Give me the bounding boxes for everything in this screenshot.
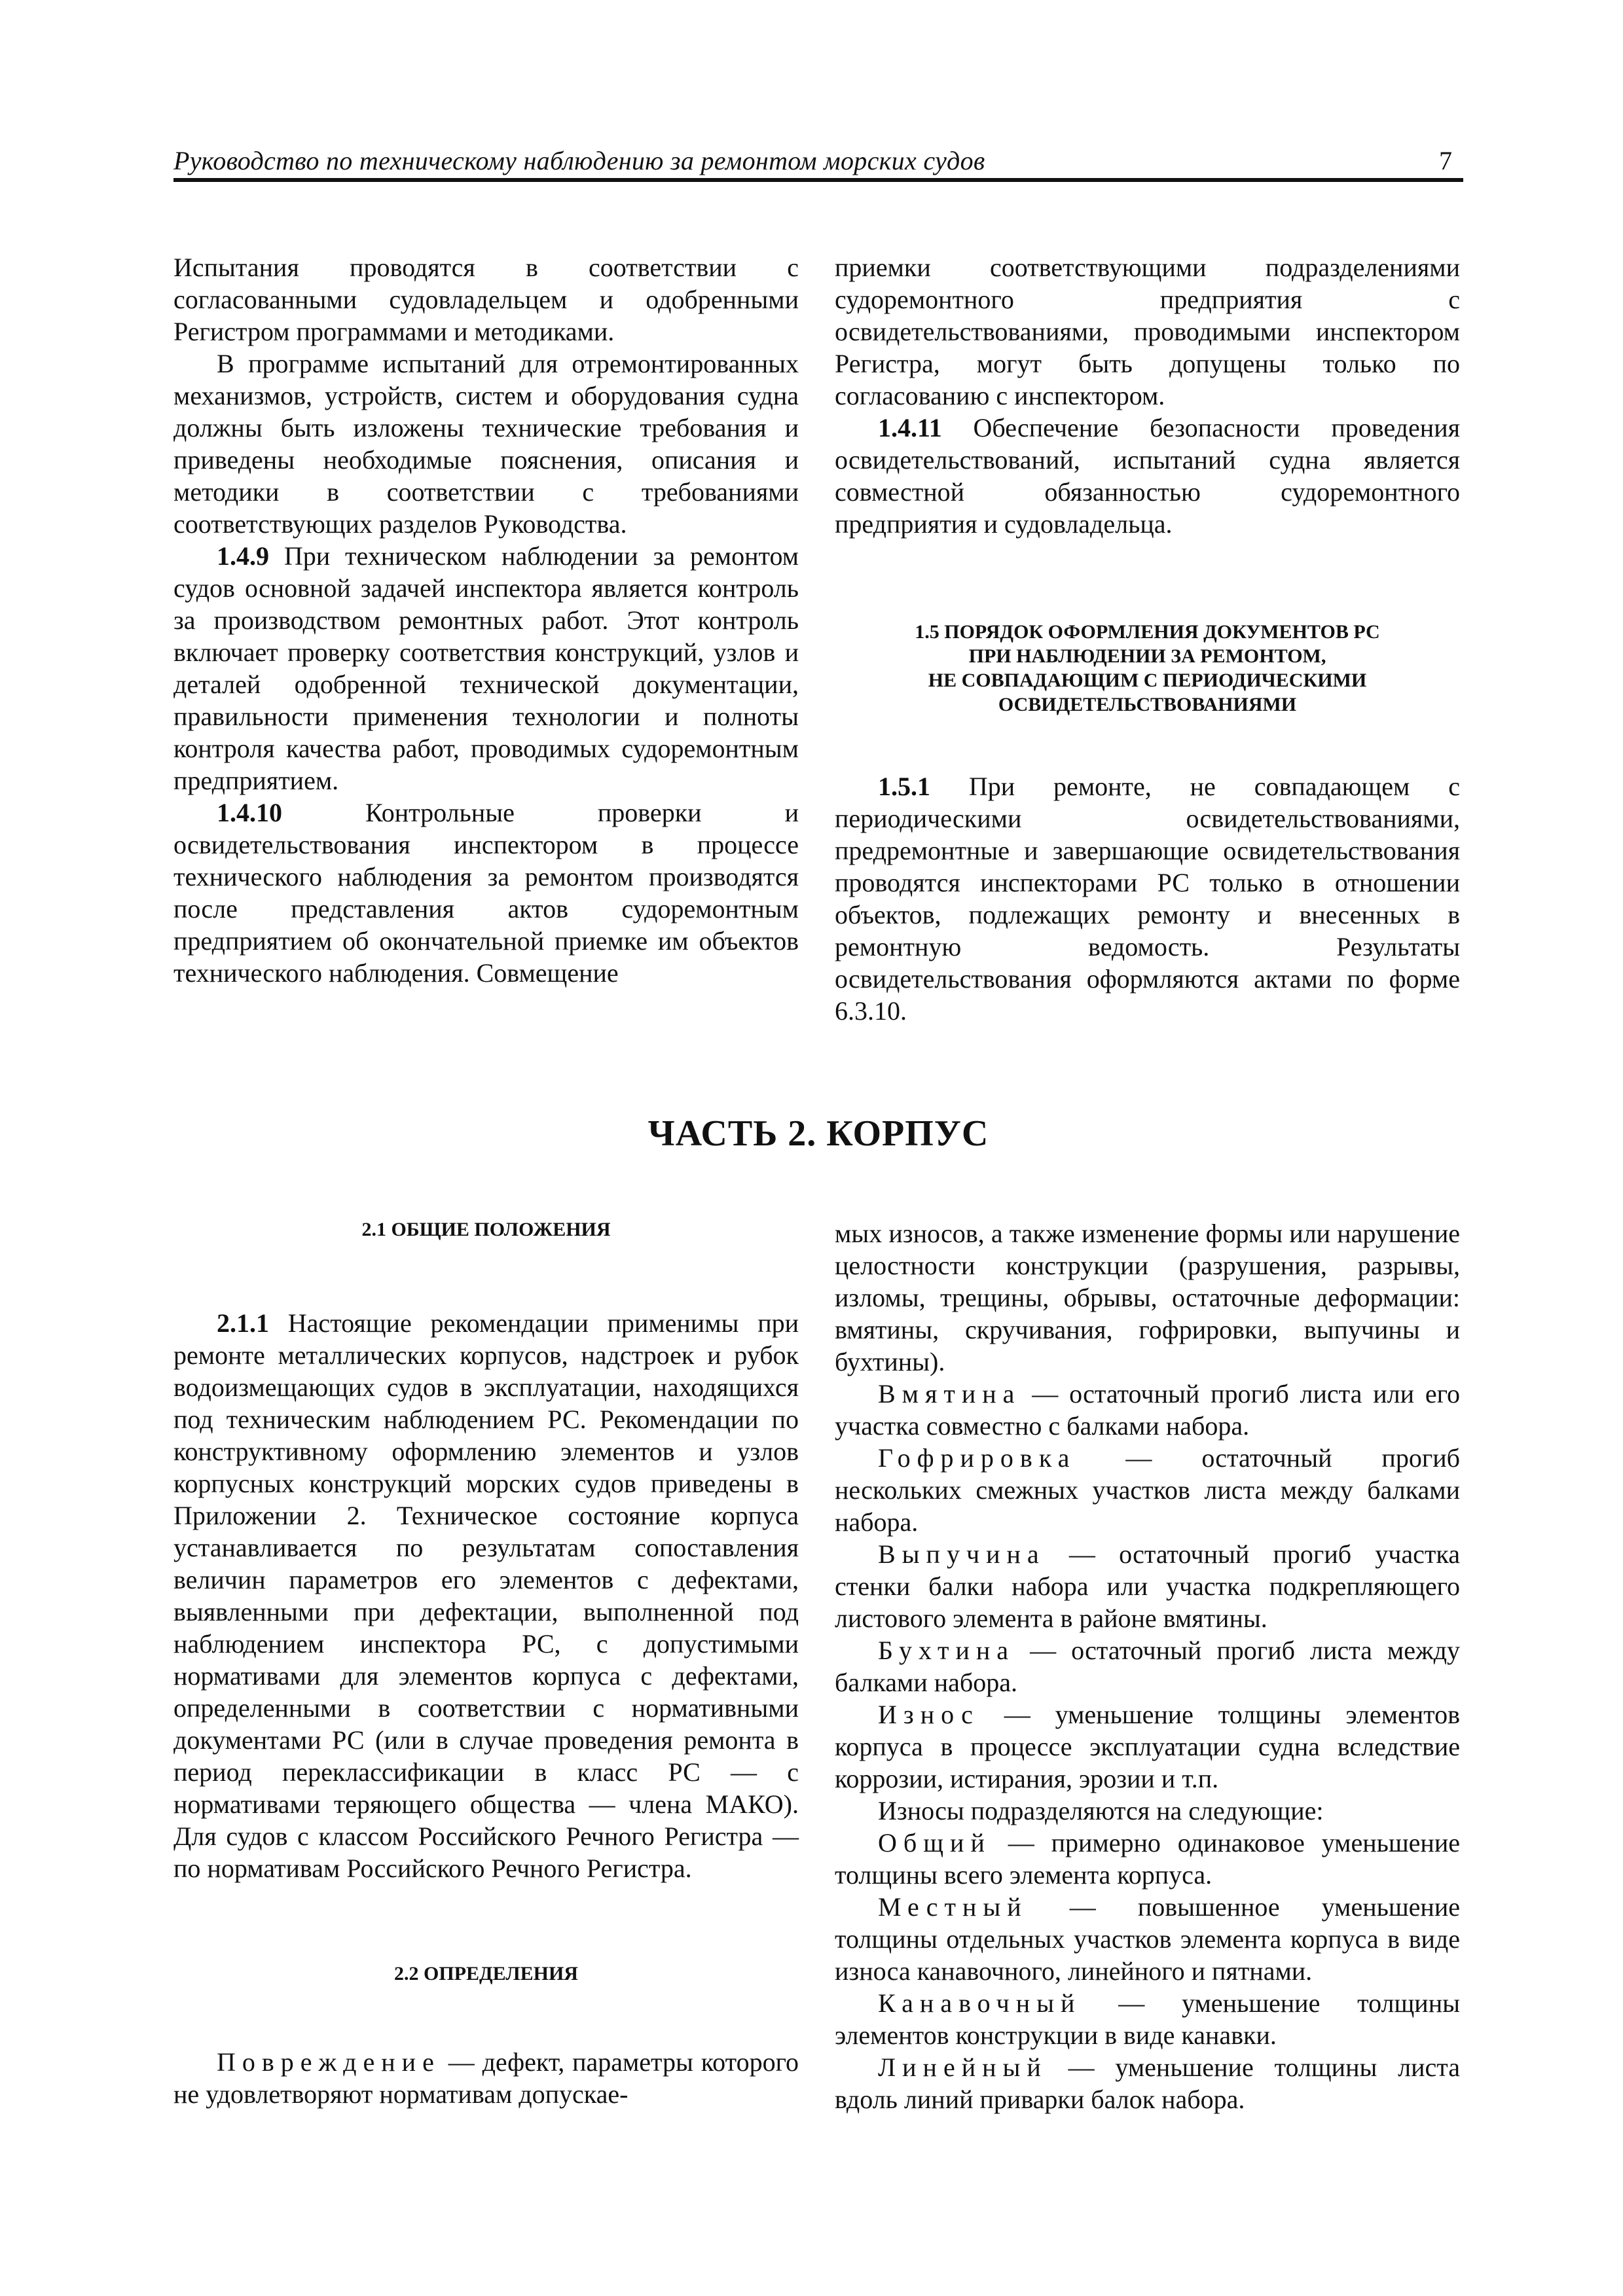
page-number: 7 [1439, 146, 1452, 175]
definition-text: — остаточный прогиб листа между балками набора. [835, 1636, 1460, 1697]
definition-text: — остаточный прогиб участка стенки балки набора или участка подкрепляющего листового элемента в районе вмятины. [835, 1539, 1460, 1633]
wear-type-item [835, 1827, 1460, 1891]
heading-line: 1.5 ПОРЯДОК ОФОРМЛЕНИЯ ДОКУМЕНТОВ РС [915, 621, 1380, 643]
definition-text: — уменьшение толщины элементов конструкции в виде канавки. [835, 1988, 1460, 2050]
definition-item [835, 1698, 1460, 1795]
clause-text: Обеспечение безопасности проведения освидетельствований, испытаний судна является совместной обязанностью судоремонтного предприятия и судовладельца. [835, 413, 1460, 539]
paragraph: приемки соответствующими подразделениями судоремонтного предприятия с освидетельствованиями, проводимыми инспектором Регистра, могут быть допущены только по согласованию с инспектором. [835, 253, 1460, 410]
section-heading-2-2: 2.2 ОПРЕДЕЛЕНИЯ [394, 1963, 578, 1984]
clause-number: 1.4.11 [878, 413, 942, 442]
definition-term: Местный [878, 1892, 1028, 1922]
clause-text: При ремонте, не совпадающем с периодическими освидетельствованиями, предремонтные и завершающие освидетельствования проводятся инспекторами РС только в отношении объектов, подлежащих ремонту и внесенных в ремонтную ведомость. Результаты освидетельствования оформляются актами по форме 6.3.10. [835, 772, 1460, 1026]
definition-term: Линейный [878, 2053, 1048, 2082]
clause-number: 1.4.9 [217, 541, 269, 571]
definition-item [835, 1442, 1460, 1538]
definition-text: — примерно одинаковое уменьшение толщины всего элемента корпуса. [835, 1828, 1460, 1890]
clause-number: 1.5.1 [878, 772, 930, 801]
definition-text: — остаточный прогиб нескольких смежных участков листа между балками набора. [835, 1443, 1460, 1537]
clause-number: 2.1.1 [217, 1308, 269, 1338]
definition-term: Гофрировка [878, 1443, 1076, 1473]
definition-text: — уменьшение толщины листа вдоль линий приварки балок набора. [835, 2053, 1460, 2114]
definition-text: — уменьшение толщины элементов корпуса в процессе эксплуатации судна вследствие коррозии, истирания, эрозии и т.п. [835, 1700, 1460, 1793]
definition-item [835, 1538, 1460, 1634]
definition-text: — повышенное уменьшение толщины отдельных участков элемента корпуса в виде износа канавочного, линейного и пятнами. [835, 1892, 1460, 1986]
section-heading-1-5 [835, 620, 1460, 717]
paragraph: мых износов, а также изменение формы или нарушение целостности конструкции (разрушения, разрывы, изломы, трещины, обрывы, остаточные деформации: вмятины, скручивания, гофрировки, выпучины и бухтины). [835, 1219, 1460, 1376]
clause-text: Контрольные проверки и освидетельствования инспектором в процессе технического наблюдения за ремонтом производятся после представления актов судоремонтным предприятием об окончательной приемке им объектов технического наблюдения. Совмещение [173, 798, 799, 988]
wear-type-item [835, 2051, 1460, 2115]
definition-item [835, 1378, 1460, 1442]
definition-text: — дефект, параметры которого не удовлетворяют нормативам допускае- [173, 2047, 799, 2109]
paragraph-1-5-1 [835, 770, 1460, 1027]
heading-line: ПРИ НАБЛЮДЕНИИ ЗА РЕМОНТОМ, [968, 645, 1326, 667]
running-header-title: Руководство по техническому наблюдению за ремонтом морских судов [173, 146, 985, 175]
paragraph-1-4-11 [835, 412, 1460, 540]
heading-line: ОСВИДЕТЕЛЬСТВОВАНИЯМИ [998, 694, 1297, 715]
paragraph: В программе испытаний для отремонтированных механизмов, устройств, систем и оборудования судна должны быть изложены технические требования и приведены необходимые пояснения, описания и методики в соответствии с требованиями соответствующих разделов Руководства. [173, 349, 799, 539]
left-column-top [173, 251, 799, 989]
definition-term: Канавочный [878, 1988, 1082, 2018]
paragraph-2-1-1 [173, 1307, 799, 1884]
definition-item [835, 1634, 1460, 1698]
part-title: ЧАСТЬ 2. КОРПУС [647, 1113, 989, 1154]
clause-text: При техническом наблюдении за ремонтом судов основной задачей инспектора является контроль за производством ремонтных работ. Этот контроль включает проверку соответствия конструкций, узлов и деталей одобренной технической документации, правильности применения технологии и полноты контроля качества работ, проводимых судоремонтным предприятием. [173, 541, 799, 795]
definition-term: Выпучина [878, 1539, 1046, 1569]
paragraph: Износы подразделяются на следующие: [878, 1796, 1324, 1825]
section-heading-2-1: 2.1 ОБЩИЕ ПОЛОЖЕНИЯ [361, 1219, 611, 1240]
wear-type-item [835, 1891, 1460, 1987]
definition-text: — остаточный прогиб листа или его участка совместно с балками набора. [835, 1379, 1460, 1441]
paragraph: Испытания проводятся в соответствии с согласованными судовладельцем и одобренными Регистром программами и методиками. [173, 253, 799, 346]
right-column-top [835, 251, 1460, 1027]
clause-number: 1.4.10 [217, 798, 282, 827]
definition-damage [173, 2046, 799, 2110]
heading-line: НЕ СОВПАДАЮЩИМ С ПЕРИОДИЧЕСКИМИ [928, 670, 1367, 691]
wear-type-item [835, 1987, 1460, 2051]
definition-term: Вмятина [878, 1379, 1021, 1408]
header-rule [173, 178, 1463, 182]
paragraph-1-4-10 [173, 797, 799, 989]
definition-term: Повреждение [217, 2047, 441, 2077]
clause-text: Настоящие рекомендации применимы при ремонте металлических корпусов, надстроек и рубок водоизмещающих судов в эксплуатации, находящихся под техническим наблюдением РС. Рекомендации по конструктивному оформлению элементов и узлов корпусных конструкций морских судов приведены в Приложении 2. Техническое состояние корпуса устанавливается по результатам сопоставления величин параметров его элементов с дефектами, выявленными при дефектации, выполненной под наблюдением инспектора РС, с допустимыми нормативами для элементов корпуса с дефектами, определенными в соответствии с нормативными документами РС (или в случае проведения ремонта в период переклассификации в класс РС — с нормативами теряющего общества — члена МАКО). Для судов с классом Российского Речного Регистра — по нормативам Российского Речного Регистра. [173, 1308, 799, 1883]
paragraph-1-4-9 [173, 540, 799, 797]
right-column-bottom [835, 1217, 1460, 2115]
definition-term: Износ [878, 1700, 979, 1729]
definition-term: Общий [878, 1828, 991, 1857]
definition-term: Бухтина [878, 1636, 1015, 1665]
left-column-bottom [173, 1217, 799, 2110]
